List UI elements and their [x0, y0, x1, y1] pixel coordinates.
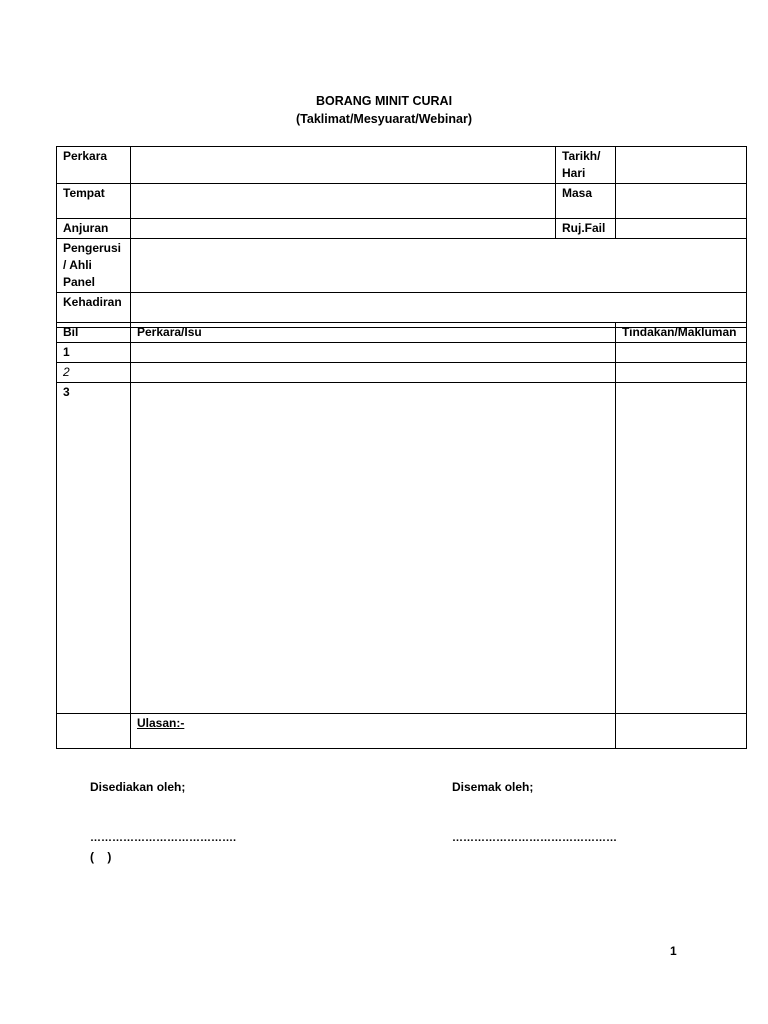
- col-header-tindakan: Tindakan/Makluman: [616, 323, 747, 343]
- ulasan-label: Ulasan:-: [137, 716, 185, 730]
- ulasan-cell[interactable]: [131, 714, 616, 749]
- row-number: 2: [57, 363, 131, 383]
- col-header-perkara: Perkara/Isu: [131, 323, 616, 343]
- row-perkara[interactable]: [131, 363, 616, 383]
- row-tindakan[interactable]: [616, 363, 747, 383]
- label-tarikh: Tarikh/ Hari: [556, 147, 616, 184]
- prepared-by-label: Disediakan oleh;: [90, 780, 186, 794]
- label-tempat: Tempat: [57, 184, 131, 219]
- field-anjuran[interactable]: [131, 219, 556, 239]
- field-pengerusi[interactable]: [131, 239, 747, 293]
- label-masa: Masa: [556, 184, 616, 219]
- row-number: 1: [57, 343, 131, 363]
- field-tempat[interactable]: [131, 184, 556, 219]
- label-rujfail: Ruj.Fail: [556, 219, 616, 239]
- name-bracket: ( ): [90, 850, 112, 864]
- ulasan-blank: [57, 714, 131, 749]
- prepared-by-signature-line: ………………………………….: [90, 832, 237, 844]
- label-kehadiran: Kehadiran: [57, 293, 131, 328]
- row-tindakan[interactable]: [616, 343, 747, 363]
- form-title: BORANG MINIT CURAI: [315, 94, 453, 108]
- ulasan-tindakan[interactable]: [616, 714, 747, 749]
- field-rujfail[interactable]: [616, 219, 747, 239]
- label-anjuran: Anjuran: [57, 219, 131, 239]
- items-table: [56, 322, 747, 749]
- row-perkara[interactable]: [131, 343, 616, 363]
- label-pengerusi: Pengerusi / Ahli Panel: [57, 239, 131, 293]
- col-header-bil: Bil: [57, 323, 131, 343]
- page-number: 1: [670, 944, 677, 958]
- header-table: [56, 146, 747, 328]
- checked-by-label: Disemak oleh;: [452, 780, 534, 794]
- row-tindakan[interactable]: [616, 383, 747, 714]
- row-perkara[interactable]: [131, 383, 616, 714]
- field-tarikh[interactable]: [616, 147, 747, 184]
- field-perkara[interactable]: [131, 147, 556, 184]
- field-masa[interactable]: [616, 184, 747, 219]
- checked-by-signature-line: ………………………………………: [452, 832, 617, 844]
- form-subtitle: (Taklimat/Mesyuarat/Webinar): [296, 112, 472, 126]
- row-number: 3: [57, 383, 131, 714]
- label-perkara: Perkara: [57, 147, 131, 184]
